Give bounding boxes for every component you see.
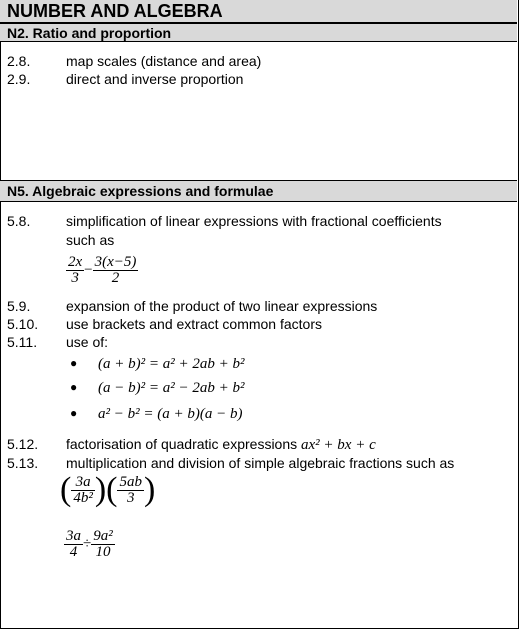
item-text: use brackets and extract common factors (66, 316, 322, 332)
section-title: NUMBER AND ALGEBRA (0, 0, 517, 23)
item-number: 5.10. (7, 316, 39, 332)
n2-heading: N2. Ratio and proportion (0, 23, 517, 42)
example-fraction-division (64, 529, 115, 560)
item-number: 5.8. (7, 213, 31, 229)
identity-formula: (a − b)² = a² − 2ab + b² (98, 380, 245, 396)
identity-formula: (a + b)² = a² + 2ab + b² (98, 356, 245, 372)
item-number: 2.9. (7, 71, 31, 87)
item-text-continued: such as (66, 232, 115, 248)
right-paren: ) (94, 471, 107, 508)
identity-formula: a² − b² = (a + b)(a − b) (98, 406, 243, 422)
item-text: map scales (distance and area) (66, 53, 262, 69)
item-number: 2.8. (7, 53, 31, 69)
left-paren: ( (60, 471, 72, 508)
division-sign: ÷ (83, 535, 92, 552)
fraction: $\frac{5ab}{3}$ (119, 473, 142, 506)
item-text: expansion of the product of two linear expressions (66, 298, 378, 314)
item-number: 5.12. (7, 436, 39, 452)
item-text: direct and inverse proportion (66, 71, 244, 87)
bullet-icon: ● (70, 380, 78, 394)
n5-heading: N5. Algebraic expressions and formulae (0, 180, 517, 202)
bullet-icon: ● (70, 406, 78, 420)
item-number: 5.13. (7, 455, 39, 471)
example-fraction-product (60, 473, 155, 507)
minus-sign: − (84, 261, 93, 278)
quadratic-expression: ax² + bx + c (301, 437, 376, 453)
fraction: $\frac{\text{9a²}}{10}$ (93, 528, 113, 560)
bullet-icon: ● (70, 356, 78, 370)
item-text: factorisation of quadratic expressions ax² + bx + c (66, 436, 376, 453)
right-paren: ) (143, 471, 156, 508)
item-number: 5.9. (7, 298, 31, 314)
item-text: multiplication and division of simple algebraic fractions such as (66, 455, 455, 471)
fraction: $\frac{2x}{3}$ (68, 254, 83, 286)
fraction: $\frac{3a}{\text{4b²}}$ (73, 473, 93, 506)
example-fraction-subtraction (66, 255, 138, 286)
item-text: simplification of linear expressions with fractional coefficients (66, 213, 442, 229)
fraction: $\frac{3(x-5)}{2}$ (94, 254, 137, 286)
fraction: $\frac{3a}{4}$ (66, 528, 81, 560)
item-text: use of: (66, 334, 109, 350)
left-paren: ( (106, 471, 118, 508)
item-number: 5.11. (7, 334, 38, 350)
